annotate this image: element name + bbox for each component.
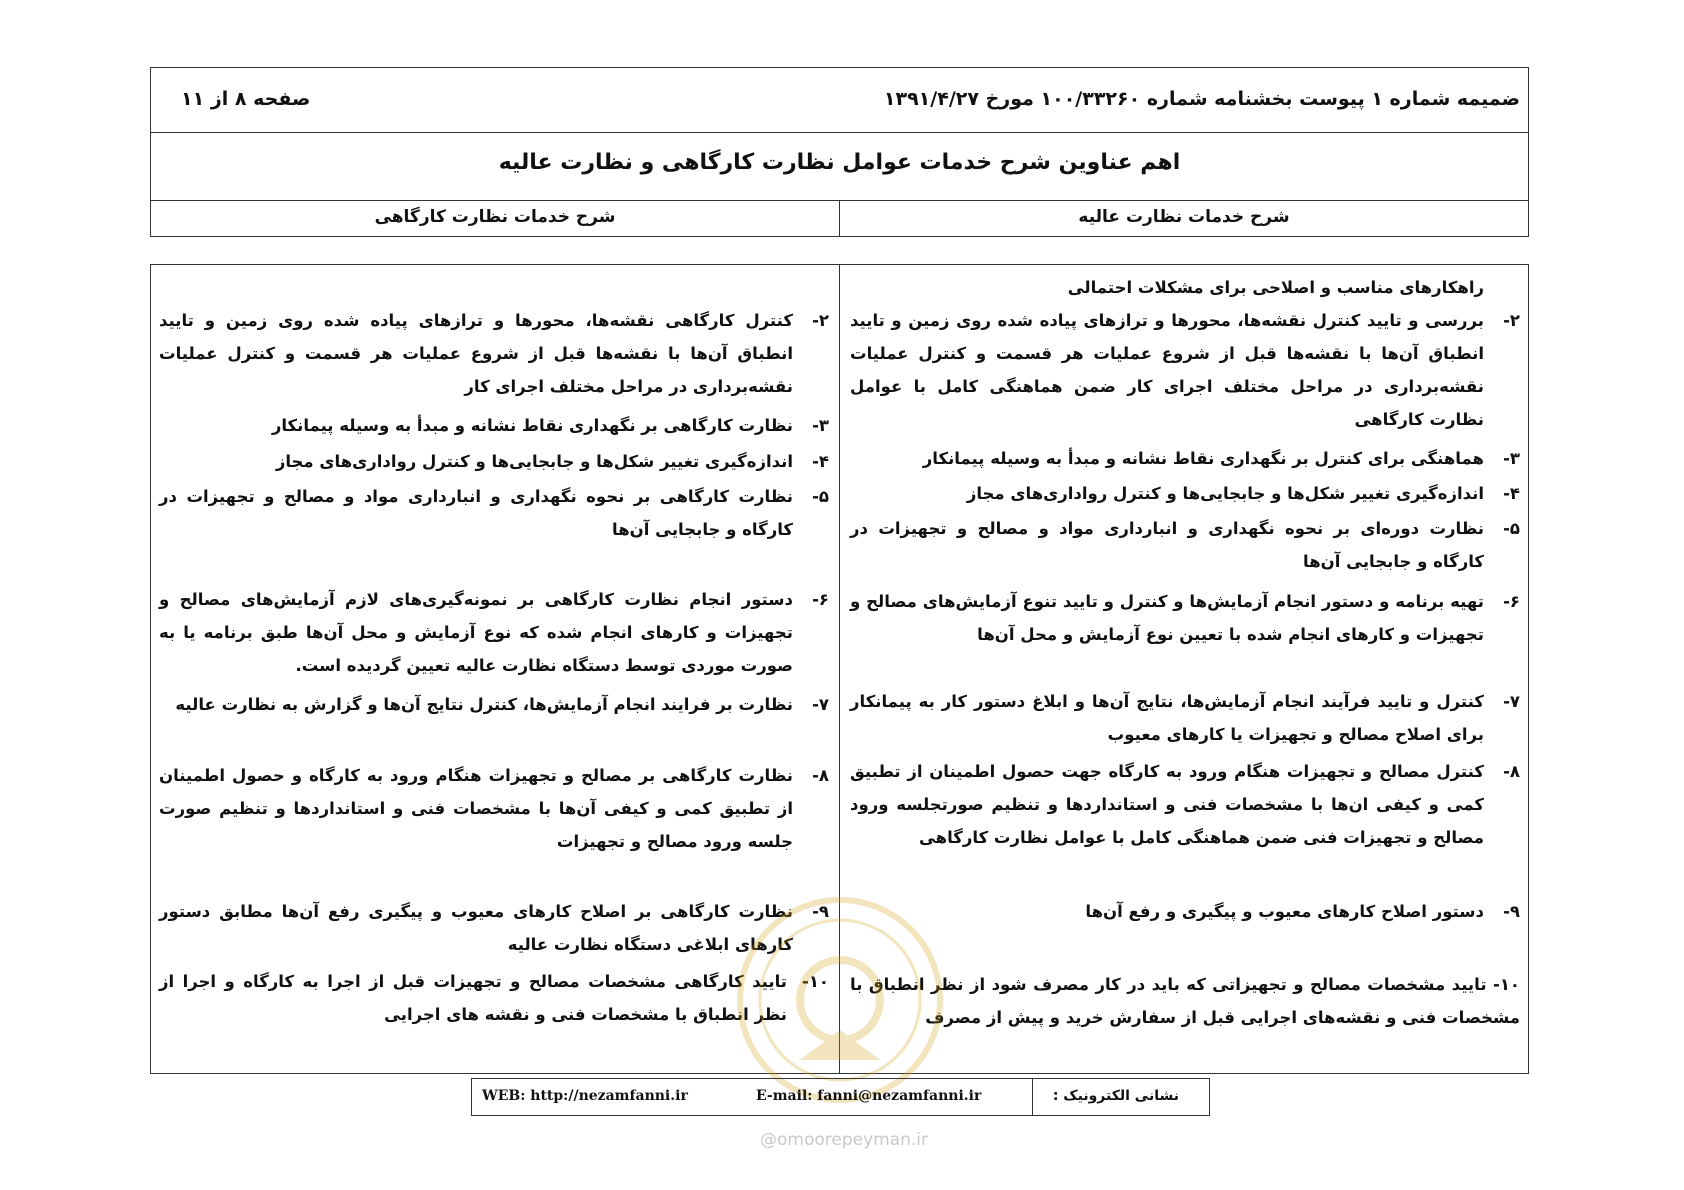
footer-contact <box>471 1078 1210 1116</box>
item-number: ۳- <box>812 416 829 435</box>
item-number: ۲- <box>812 311 829 330</box>
list-item <box>850 685 1520 751</box>
list-item <box>159 688 829 721</box>
item-text: اندازه‌گیری تغییر شکل‌ها و جابجایی‌ها و کنترل رواداری‌های مجاز <box>275 452 793 471</box>
item-number: ۵- <box>812 487 829 506</box>
list-item <box>159 445 829 478</box>
list-item <box>850 895 1520 928</box>
item-text: نظارت کارگاهی بر نگهداری نقاط نشانه و مبدأ به وسیله پیمانکار <box>271 416 793 435</box>
item-number: ۶- <box>1503 592 1520 611</box>
list-item <box>850 755 1520 854</box>
item-text: ۱۰- تایید مشخصات مصالح و تجهیزاتی که باید در کار مصرف شود از نظر انطباق با مشخصات فنی و نقشه‌های اجرایی قبل از سفارش خرید و پیش از مصرف <box>850 975 1520 1027</box>
item-text: تایید کارگاهی مشخصات مصالح و تجهیزات قبل از اجرا به کارگاه و اجرا از نظر انطباق با مشخصات فنی و نقشه های اجرایی <box>159 972 787 1024</box>
item-number: ۷- <box>1503 692 1520 711</box>
heading-site-supervision: شرح خدمات نظارت کارگاهی <box>374 207 616 227</box>
item-text: بررسی و تایید کنترل نقشه‌ها، محورها و ترازهای پیاده شده روی زمین و تایید انطباق آن‌ها با نقشه‌ها قبل از شروع عملیات هر قسمت و کنترل عملیات نقشه‌برداری در مراحل مختلف اجرای کار ضمن هماهنگی کامل با عوامل نظارت کارگاهی <box>850 311 1484 429</box>
item-number: ۶- <box>812 590 829 609</box>
site-supervision-column <box>159 265 829 1073</box>
electronic-address-label: نشانی الکترونیک : <box>1052 1088 1179 1104</box>
email-link[interactable]: E-mail: fanni@nezamfanni.ir <box>756 1088 982 1104</box>
list-item <box>850 304 1520 436</box>
item-text: هماهنگی برای کنترل بر نگهداری نقاط نشانه و مبدأ به وسیله پیمانکار <box>922 449 1484 468</box>
watermark-handle: @omoorepeyman.ir <box>760 1130 929 1150</box>
item-text: دستور اصلاح کارهای معیوب و پیگیری و رفع آن‌ها <box>1085 902 1484 921</box>
item-number: ۸- <box>1503 762 1520 781</box>
item-number: ۲- <box>1503 311 1520 330</box>
title-row <box>151 132 1528 201</box>
item-number: ۹- <box>812 902 829 921</box>
seal-watermark <box>730 890 950 1110</box>
list-item <box>159 895 829 961</box>
item-text: نظارت کارگاهی بر مصالح و تجهیزات هنگام ورود به کارگاه و حصول اطمینان از تطبیق کمی و کیفی آن‌ها با مشخصات فنی و استانداردها و تنظیم صورت جلسه ورود مصالح و تجهیزات <box>159 766 793 851</box>
column-headings-row <box>151 200 1528 236</box>
intro-text: راهکارهای مناسب و اصلاحی برای مشکلات احتمالی <box>1067 278 1484 297</box>
item-text: نظارت کارگاهی بر اصلاح کارهای معیوب و پیگیری رفع آن‌ها مطابق دستور کارهای ابلاغی دستگاه نظارت عالیه <box>159 902 793 954</box>
item-number: ۵- <box>1503 519 1520 538</box>
item-text: اندازه‌گیری تغییر شکل‌ها و جابجایی‌ها و کنترل رواداری‌های مجاز <box>966 484 1484 503</box>
item-number: ۸- <box>812 766 829 785</box>
website-link[interactable]: WEB: http://nezamfanni.ir <box>482 1088 688 1104</box>
heading-high-supervision: شرح خدمات نظارت عالیه <box>1078 207 1290 227</box>
list-item <box>850 585 1520 651</box>
list-item <box>159 409 829 442</box>
item-text: کنترل و تایید فرآیند انجام آزمایش‌ها، نتایج آن‌ها و ابلاغ دستور کار به پیمانکار برای اصلاح مصالح و تجهیزات یا کارهای معیوب <box>850 692 1484 744</box>
footer-divider <box>1032 1079 1033 1115</box>
item-text: تهیه برنامه و دستور انجام آزمایش‌ها و کنترل و تایید تنوع آزمایش‌های مصالح و تجهیزات و کارهای انجام شده با تعیین نوع آزمایش و محل آن‌ها <box>850 592 1484 644</box>
list-item <box>850 477 1520 510</box>
item-text: نظارت کارگاهی بر نحوه نگهداری و انبارداری مواد و مصالح و تجهیزات در کارگاه و جابجایی آن‌ها <box>159 487 793 539</box>
item-number: ۹- <box>1503 902 1520 921</box>
list-item <box>850 442 1520 475</box>
header-row <box>151 68 1528 133</box>
item-number: ۷- <box>812 695 829 714</box>
item-number: ۳- <box>1503 449 1520 468</box>
list-item <box>159 965 829 1031</box>
list-item-10 <box>850 968 1520 1034</box>
list-item <box>159 480 829 546</box>
item-text: نظارت دوره‌ای بر نحوه نگهداری و انبارداری مواد و مصالح و تجهیزات در کارگاه و جابجایی آن‌ها <box>850 519 1484 571</box>
page-number: صفحه ۸ از ۱۱ <box>181 88 311 110</box>
document-header <box>150 67 1529 237</box>
list-item <box>850 512 1520 578</box>
item-number: ۱۰- <box>801 972 829 991</box>
item-number: ۴- <box>1503 484 1520 503</box>
item-text: کنترل مصالح و تجهیزات هنگام ورود به کارگاه جهت حصول اطمینان از تطبیق کمی و کیفی ان‌ها با مشخصات فنی و استانداردها و تنظیم صورتجلسه ورود مصالح و تجهیزات فنی ضمن هماهنگی کامل با عوامل نظارت کارگاهی <box>850 762 1484 847</box>
list-item <box>159 759 829 858</box>
list-item-intro <box>850 271 1520 304</box>
item-text: نظارت بر فرایند انجام آزمایش‌ها، کنترل نتایج آن‌ها و گزارش به نظارت عالیه <box>175 695 793 714</box>
annex-reference: ضمیمه شماره ۱ پیوست بخشنامه شماره ۱۰۰/۳۳۲۶۰ مورخ ۱۳۹۱/۴/۲۷ <box>883 88 1520 110</box>
high-supervision-column <box>850 265 1520 1073</box>
list-item <box>159 583 829 682</box>
list-item <box>159 304 829 403</box>
item-text: کنترل کارگاهی نقشه‌ها، محورها و ترازهای پیاده شده روی زمین و تایید انطباق آن‌ها با نقشه‌ها قبل از شروع عملیات هر قسمت و کنترل عملیات نقشه‌برداری در مراحل مختلف اجرای کار <box>159 311 793 396</box>
item-text: دستور انجام نظارت کارگاهی بر نمونه‌گیری‌های لازم آزمایش‌های مصالح و تجهیزات و کارهای انجام شده که نوع آزمایش و محل آن‌ها طبق برنامه یا به صورت موردی توسط دستگاه نظارت عالیه تعیین گردیده است. <box>159 590 793 675</box>
item-number: ۴- <box>812 452 829 471</box>
document-title: اهم عناوین شرح خدمات عوامل نظارت کارگاهی و نظارت عالیه <box>498 150 1181 175</box>
